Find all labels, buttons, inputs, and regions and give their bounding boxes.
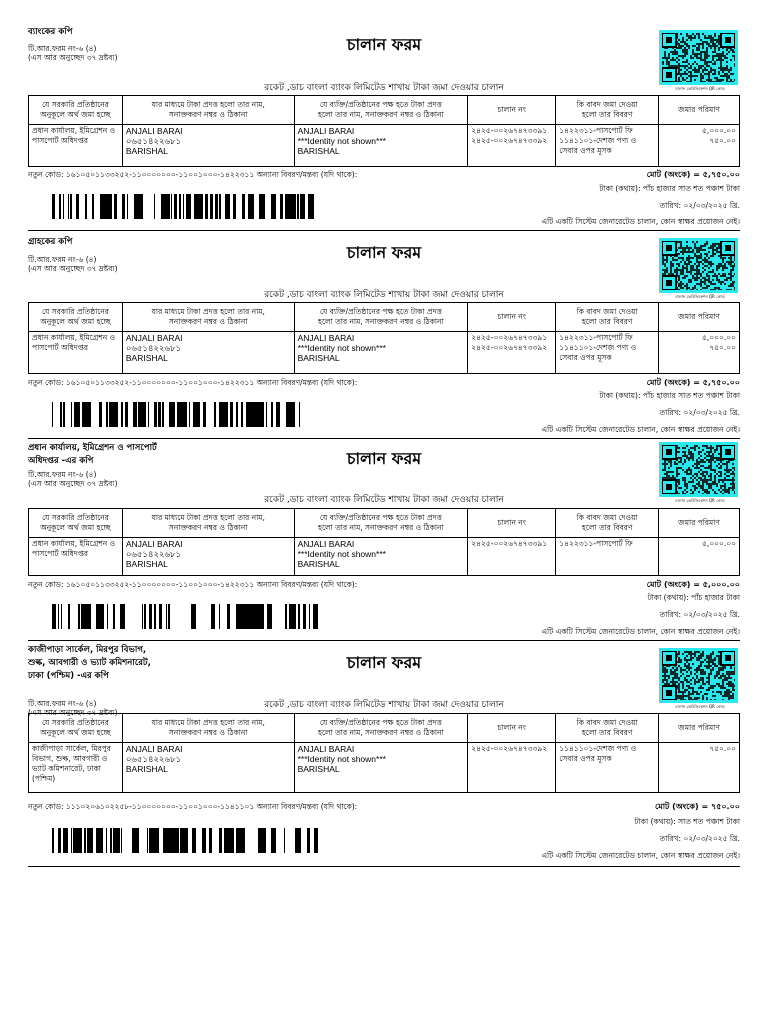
tr-form-reference: টি.আর.ফরম নং-৬ (৪) (এস আর অনুচ্ছেদ ৩৭ দ্রষ্টব্য): [28, 44, 118, 62]
cell-challan-no: ২৪২৫-০০২৬৭৪৭৩৩৯১ ২৪২৫-০০২৬৭৪৭৩৩৯২: [471, 333, 548, 352]
qr-code: [659, 30, 738, 85]
new-code: নতুন কোড: ১৬১০৫০১১৩৩২৫২-১১০০০০০০০-১১০০১০০০-১৪২২৩১১: [28, 580, 255, 589]
header-description: কি বাবদ জমা দেওয়া হলো তার বিবরণ: [556, 509, 659, 538]
header-institution: যে সরকারি প্রতিষ্ঠানের অনুকূলে অর্থ জমা হচ্ছে: [29, 714, 123, 743]
form-title: চালান ফরম: [346, 243, 422, 262]
form-subtitle: রকেট ,ডাচ বাংলা ব্যাংক লিমিটেড শাখায় টাকা জমা দেওয়ার চালান: [264, 700, 504, 710]
header-payer: যার মাধ্যমে টাকা প্রদত্ত হলো তার নাম, সনাক্তকরণ নম্বর ও ঠিকানা: [122, 509, 294, 538]
copy-label: প্রধান কার্যালয়, ইমিগ্রেশন ও পাসপোর্ট অধিদপ্তর -এর কপি: [28, 443, 157, 466]
form-title: চালান ফরম: [346, 653, 422, 672]
date: তারিখ: ০২/০৩/২০২৫ খ্রি.: [659, 201, 740, 210]
header-description: কি বাবদ জমা দেওয়া হলো তার বিবরণ: [556, 303, 659, 332]
date: তারিখ: ০২/০৩/২০২৫ খ্রি.: [659, 610, 740, 619]
challan-copy-passport-office: [0, 442, 768, 640]
header-amount: জমার পরিমাণ: [659, 509, 740, 538]
challan-table: [28, 95, 740, 167]
cell-institution: প্রধান কার্যালয়, ইমিগ্রেশন ও পাসপোর্ট অধিদপ্তর: [32, 333, 116, 352]
date: তারিখ: ০২/০৩/২০২৫ খ্রি.: [659, 408, 740, 417]
cell-challan-no: ২৪২৫-০০২৬৭৪৭৩৩৯১ ২৪২৫-০০২৬৭৪৭৩৩৯২: [471, 126, 548, 145]
qr-code: [659, 238, 738, 293]
barcode: [52, 828, 318, 853]
system-note: এটি একটি সিস্টেম জেনারেটেড চালান, কোন স্বাক্ষর প্রয়োজন নেই।: [541, 217, 740, 226]
form-title: চালান ফরম: [346, 449, 422, 468]
header-payer: যার মাধ্যমে টাকা প্রদত্ত হলো তার নাম, সনাক্তকরণ নম্বর ও ঠিকানা: [122, 96, 294, 125]
header-payer: যার মাধ্যমে টাকা প্রদত্ত হলো তার নাম, সনাক্তকরণ নম্বর ও ঠিকানা: [122, 714, 294, 743]
form-subtitle: রকেট ,ডাচ বাংলা ব্যাংক লিমিটেড শাখায় টাকা জমা দেওয়ার চালান: [264, 495, 504, 505]
amount-in-words: টাকা (কথায়): পাঁচ হাজার সাত শত পঞ্চাশ টাকা: [599, 184, 740, 193]
cell-payee: ANJALI BARAI ***Identity not shown*** BARISHAL: [297, 744, 386, 774]
cell-amount: ৫,০০০.০০: [701, 539, 736, 548]
copy-label: কাজীপাড়া সার্কেল, মিরপুর বিভাগ, শুল্ক, আবগারী ও ভ্যাট কমিশনারেট, ঢাকা (পশ্চিম) -এর কপি: [28, 645, 151, 681]
cell-description: ১৪২২৩১১-পাসপোর্ট ফি: [559, 539, 633, 548]
qr-code: [659, 648, 738, 703]
other-info-label: অন্যান্য বিবরণ/মন্তব্য (যদি থাকে):: [256, 580, 358, 589]
divider: [28, 866, 740, 867]
header-challan-no: চালান নং: [468, 509, 556, 538]
header-description: কি বাবদ জমা দেওয়া হলো তার বিবরণ: [556, 96, 659, 125]
header-challan-no: চালান নং: [468, 303, 556, 332]
barcode: [52, 604, 318, 629]
divider: [28, 230, 740, 231]
header-description: কি বাবদ জমা দেওয়া হলো তার বিবরণ: [556, 714, 659, 743]
challan-copy-customer: [0, 236, 768, 440]
header-amount: জমার পরিমাণ: [659, 714, 740, 743]
divider: [28, 640, 740, 641]
cell-description: ১৪২২৩১১-পাসপোর্ট ফি ১১৪১১০১-দেশজ পণ্য ও সেবার ওপর মূসক: [559, 126, 637, 155]
cell-description: ১১৪১১০১-দেশজ পণ্য ও সেবার ওপর মূসক: [559, 744, 637, 763]
cell-institution: প্রধান কার্যালয়, ইমিগ্রেশন ও পাসপোর্ট অধিদপ্তর: [32, 539, 116, 558]
challan-copy-bank: [0, 0, 768, 232]
header-amount: জমার পরিমাণ: [659, 96, 740, 125]
cell-payer: ANJALI BARAI ০৬৫১৪২২৬৮১ BARISHAL: [125, 744, 183, 774]
qr-caption: চালান ভেরিফিকেশন QR কোড: [675, 704, 725, 709]
header-payee: যে ব্যক্তি/প্রতিষ্ঠানের পক্ষ হতে টাকা প্রদত্ত হলো তার নাম, সনাক্তকরণ নম্বর ও ঠিকানা: [294, 303, 468, 332]
form-subtitle: রকেট ,ডাচ বাংলা ব্যাংক লিমিটেড শাখায় টাকা জমা দেওয়ার চালান: [264, 83, 504, 93]
copy-label: ব্যাংকের কপি: [28, 27, 73, 37]
new-code-line: [28, 170, 357, 182]
challan-table: [28, 302, 740, 374]
header-challan-no: চালান নং: [468, 96, 556, 125]
total-amount: মোট (অংকে) = ৫,৭৫০.০০: [646, 170, 740, 179]
tr-form-reference: টি.আর.ফরম নং-৬ (৪) (এস আর অনুচ্ছেদ ৩৭ দ্রষ্টব্য): [28, 470, 118, 488]
new-code: নতুন কোড: ১১১০২০৬১০২২৫৮-১১০০০০০০০-১১০০১০০০-১১৪১১০১: [28, 802, 255, 811]
other-info-label: অন্যান্য বিবরণ/মন্তব্য (যদি থাকে):: [256, 802, 358, 811]
cell-amount: ৫,০০০.০০ ৭৫০.০০: [701, 126, 736, 145]
cell-payee: ANJALI BARAI ***Identity not shown*** BARISHAL: [297, 333, 386, 363]
total-amount: মোট (অংকে) = ৫,৭৫০.০০: [646, 378, 740, 387]
cell-challan-no: ২৪২৫-০০২৬৭৪৭৩৩৯১: [471, 539, 548, 548]
cell-challan-no: ২৪২৫-০০২৬৭৪৭৩৩৯২: [471, 744, 548, 753]
system-note: এটি একটি সিস্টেম জেনারেটেড চালান, কোন স্বাক্ষর প্রয়োজন নেই।: [541, 627, 740, 636]
total-amount: মোট (অংকে) = ৫,০০০.০০: [646, 580, 740, 589]
tr-form-reference: টি.আর.ফরম নং-৬ (৪) (এস আর অনুচ্ছেদ ৩৭ দ্রষ্টব্য): [28, 255, 118, 273]
cell-payer: ANJALI BARAI ০৬৫১৪২২৬৮১ BARISHAL: [125, 126, 183, 156]
header-payee: যে ব্যক্তি/প্রতিষ্ঠানের পক্ষ হতে টাকা প্রদত্ত হলো তার নাম, সনাক্তকরণ নম্বর ও ঠিকানা: [294, 509, 468, 538]
amount-in-words: টাকা (কথায়): পাঁচ হাজার টাকা: [647, 593, 740, 602]
cell-institution: কাজীপাড়া সার্কেল, মিরপুর বিভাগ, শুল্ক, আবগারী ও ভ্যাট কমিশনারেট, ঢাকা (পশ্চিম): [32, 744, 111, 783]
cell-amount: ৭৫০.০০: [709, 744, 736, 753]
header-payee: যে ব্যক্তি/প্রতিষ্ঠানের পক্ষ হতে টাকা প্রদত্ত হলো তার নাম, সনাক্তকরণ নম্বর ও ঠিকানা: [294, 714, 468, 743]
qr-code: [659, 442, 738, 497]
total-amount: মোট (অংকে) = ৭৫০.০০: [655, 802, 740, 811]
other-info-label: অন্যান্য বিবরণ/মন্তব্য (যদি থাকে):: [256, 378, 358, 387]
header-institution: যে সরকারি প্রতিষ্ঠানের অনুকূলে অর্থ জমা হচ্ছে: [29, 303, 123, 332]
new-code-line: [28, 580, 357, 592]
cell-description: ১৪২২৩১১-পাসপোর্ট ফি ১১৪১১০১-দেশজ পণ্য ও সেবার ওপর মূসক: [559, 333, 637, 362]
qr-caption: চালান ভেরিফিকেশন QR কোড: [675, 498, 725, 503]
challan-copy-vat-commissionerate: [0, 644, 768, 874]
tr-form-reference: টি.আর.ফরম নং-৬ (৪) (এস আর অনুচ্ছেদ ৩৭ দ্রষ্টব্য): [28, 699, 118, 717]
cell-institution: প্রধান কার্যালয়, ইমিগ্রেশন ও পাসপোর্ট অধিদপ্তর: [32, 126, 116, 145]
cell-payee: ANJALI BARAI ***Identity not shown*** BARISHAL: [297, 126, 386, 156]
header-institution: যে সরকারি প্রতিষ্ঠানের অনুকূলে অর্থ জমা হচ্ছে: [29, 96, 123, 125]
divider: [28, 438, 740, 439]
cell-payer: ANJALI BARAI ০৬৫১৪২২৬৮১ BARISHAL: [125, 539, 183, 569]
challan-table: [28, 713, 740, 793]
qr-caption: চালান ভেরিফিকেশন QR কোড: [675, 86, 725, 91]
header-amount: জমার পরিমাণ: [659, 303, 740, 332]
new-code: নতুন কোড: ১৬১০৫০১১৩৩২৫২-১১০০০০০০০-১১০০১০০০-১৪২২৩১১: [28, 170, 255, 179]
amount-in-words: টাকা (কথায়): সাত শত পঞ্চাশ টাকা: [634, 817, 740, 826]
date: তারিখ: ০২/০৩/২০২৫ খ্রি.: [659, 834, 740, 843]
new-code-line: [28, 802, 357, 814]
challan-table: [28, 508, 740, 576]
header-challan-no: চালান নং: [468, 714, 556, 743]
form-subtitle: রকেট ,ডাচ বাংলা ব্যাংক লিমিটেড শাখায় টাকা জমা দেওয়ার চালান: [264, 290, 504, 300]
system-note: এটি একটি সিস্টেম জেনারেটেড চালান, কোন স্বাক্ষর প্রয়োজন নেই।: [541, 851, 740, 860]
barcode: [52, 194, 318, 219]
copy-label: গ্রাহকের কপি: [28, 237, 73, 247]
header-institution: যে সরকারি প্রতিষ্ঠানের অনুকূলে অর্থ জমা হচ্ছে: [29, 509, 123, 538]
new-code-line: [28, 378, 357, 390]
cell-payer: ANJALI BARAI ০৬৫১৪২২৬৮১ BARISHAL: [125, 333, 183, 363]
barcode: [52, 402, 318, 427]
form-title: চালান ফরম: [346, 35, 422, 54]
cell-payee: ANJALI BARAI ***Identity not shown*** BARISHAL: [297, 539, 386, 569]
header-payee: যে ব্যক্তি/প্রতিষ্ঠানের পক্ষ হতে টাকা প্রদত্ত হলো তার নাম, সনাক্তকরণ নম্বর ও ঠিকানা: [294, 96, 468, 125]
system-note: এটি একটি সিস্টেম জেনারেটেড চালান, কোন স্বাক্ষর প্রয়োজন নেই।: [541, 425, 740, 434]
amount-in-words: টাকা (কথায়): পাঁচ হাজার সাত শত পঞ্চাশ টাকা: [599, 391, 740, 400]
qr-caption: চালান ভেরিফিকেশন QR কোড: [675, 294, 725, 299]
cell-amount: ৫,০০০.০০ ৭৫০.০০: [701, 333, 736, 352]
other-info-label: অন্যান্য বিবরণ/মন্তব্য (যদি থাকে):: [256, 170, 358, 179]
header-payer: যার মাধ্যমে টাকা প্রদত্ত হলো তার নাম, সনাক্তকরণ নম্বর ও ঠিকানা: [122, 303, 294, 332]
new-code: নতুন কোড: ১৬১০৫০১১৩৩২৫২-১১০০০০০০০-১১০০১০০০-১৪২২৩১১: [28, 378, 255, 387]
